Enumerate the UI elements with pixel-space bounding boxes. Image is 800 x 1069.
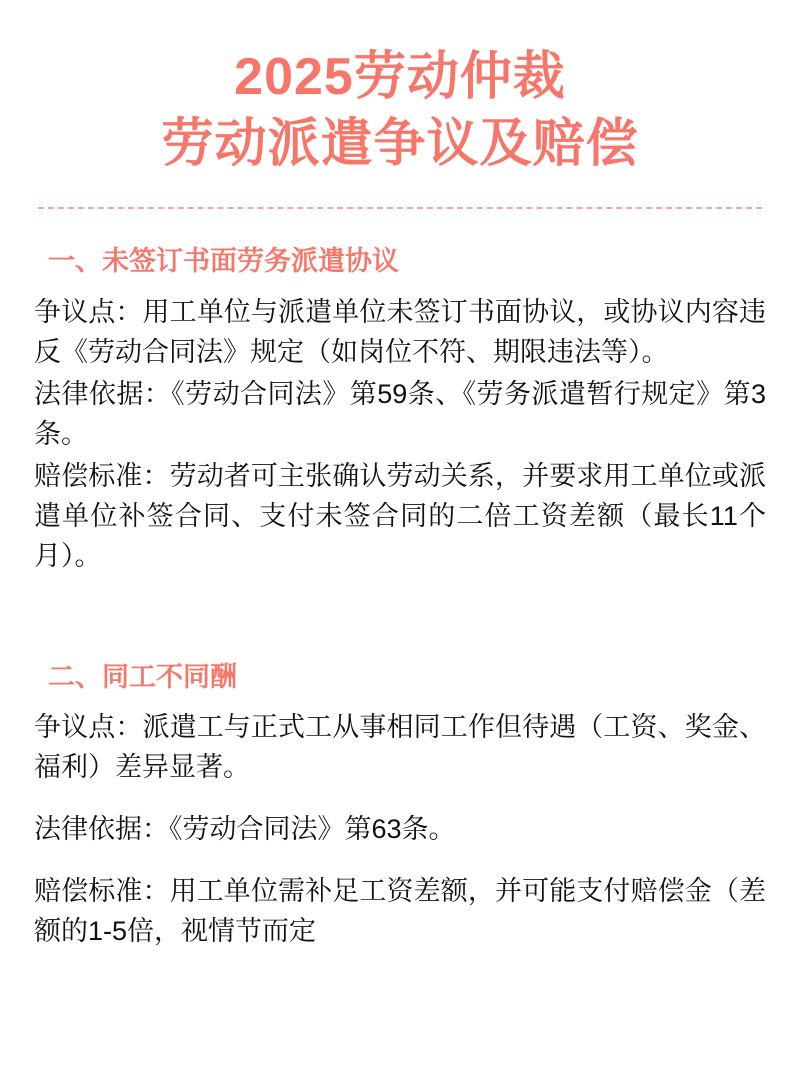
section-2-paragraph-3: 赔偿标准：用工单位需补足工资差额，并可能支付赔偿金（差额的1-5倍，视情节而定 (34, 876, 766, 947)
section-1 (34, 243, 766, 576)
title-block (34, 0, 766, 177)
section-2-paragraph-1: 争议点：派遣工与正式工从事相同工作但待遇（工资、奖金、福利）差异显著。 (34, 712, 766, 783)
section-2-paragraph-2: 法律依据：《劳动合同法》第63条。 (34, 814, 456, 845)
page-title-line-1: 2025劳动仲裁 (234, 48, 566, 106)
section-1-paragraph-3: 赔偿标准：劳动者可主张确认劳动关系，并要求用工单位或派遣单位补签合同、支付未签合同的二倍工资差额（最长11个月）。 (34, 460, 766, 571)
section-1-heading: 一、未签订书面劳务派遣协议 (48, 246, 399, 277)
title-divider (38, 207, 762, 209)
section-1-paragraph-1: 争议点：用工单位与派遣单位未签订书面协议，或协议内容违反《劳动合同法》规定（如岗位不符、期限违法等）。 (34, 296, 766, 367)
section-1-paragraph-2: 法律依据：《劳动合同法》第59条、《劳务派遣暂行规定》第3条。 (34, 378, 766, 449)
section-2 (34, 659, 766, 953)
page-title-line-2: 劳动派遣争议及赔偿 (161, 114, 639, 173)
section-2-heading: 二、同工不同酬 (48, 661, 237, 692)
